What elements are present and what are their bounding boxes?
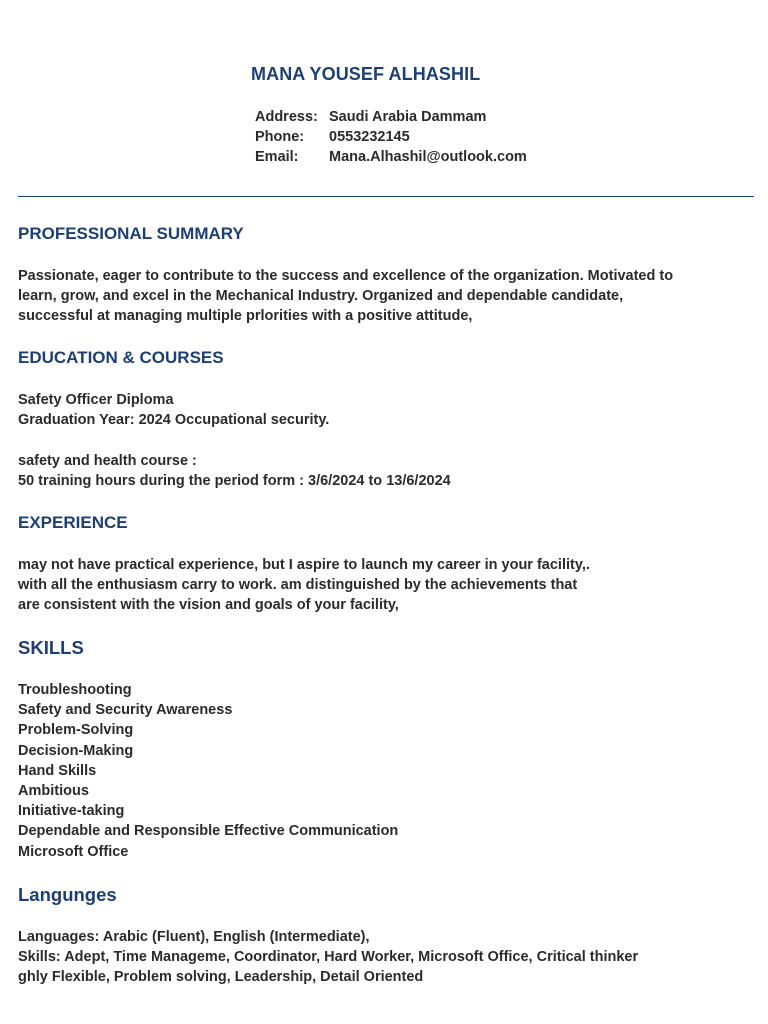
education-line: Safety Officer Diploma	[18, 392, 174, 408]
contact-email-value: Mana.Alhashil@outlook.com	[329, 149, 527, 165]
experience-text	[18, 555, 590, 616]
languages-text	[18, 927, 638, 988]
contact-phone	[255, 127, 527, 147]
experience-line: are consistent with the vision and goals of your facility,	[18, 597, 399, 614]
summary-line: Passionate, eager to contribute to the success and excellence of the organization. Motivated to	[18, 268, 674, 284]
skill-item: Decision-Making	[18, 742, 134, 759]
summary-text	[18, 266, 673, 327]
skill-item: Initiative-taking	[18, 803, 125, 820]
contact-phone-value: 0553232145	[329, 129, 410, 145]
candidate-name: MANA YOUSEF ALHASHIL	[251, 64, 481, 84]
contact-phone-label: Phone:	[255, 129, 305, 145]
education-line: safety and health course :	[18, 452, 197, 469]
education-heading: EDUCATION & COURSES	[18, 348, 224, 367]
contact-address-label: Address:	[255, 109, 318, 125]
skill-item: Problem-Solving	[18, 722, 134, 739]
experience-heading: EXPERIENCE	[18, 513, 128, 532]
education-text	[18, 390, 451, 491]
contact-address-value: Saudi Arabia Dammam	[329, 109, 487, 125]
languages-line: Languages: Arabic (Fluent), English (Intermediate),	[18, 929, 370, 945]
experience-line: may not have practical experience, but I aspire to launch my career in your facility,.	[18, 557, 590, 573]
skill-item: Microsoft Office	[18, 843, 129, 860]
summary-line: learn, grow, and excel in the Mechanical Industry. Organized and dependable candidate,	[18, 288, 624, 305]
skill-item: Troubleshooting	[18, 682, 132, 698]
contact-email-label: Email:	[255, 149, 299, 165]
languages-line: Skills: Adept, Time Manageme, Coordinator, Hard Worker, Microsoft Office, Critical thinker	[18, 949, 639, 966]
skills-heading: SKILLS	[18, 637, 84, 658]
skill-item: Safety and Security Awareness	[18, 702, 233, 719]
summary-line: successful at managing multiple prlorities with a positive attitude,	[18, 308, 473, 325]
contact-info	[255, 107, 527, 167]
skills-list	[18, 680, 398, 862]
skill-item: Dependable and Responsible Effective Communication	[18, 823, 399, 840]
languages-heading: Langunges	[18, 884, 117, 905]
experience-line: with all the enthusiasm carry to work. am distinguished by the achievements that	[18, 577, 578, 594]
education-spacer	[18, 430, 451, 450]
skill-item: Hand Skills	[18, 762, 97, 779]
contact-address	[255, 107, 527, 127]
skill-item: Ambitious	[18, 783, 89, 800]
summary-heading: PROFESSIONAL SUMMARY	[18, 224, 244, 243]
education-line: Graduation Year: 2024 Occupational security.	[18, 412, 330, 429]
header-divider	[18, 196, 754, 197]
education-line: 50 training hours during the period form : 3/6/2024 to 13/6/2024	[18, 472, 451, 489]
contact-email	[255, 147, 527, 167]
languages-line: ghly Flexible, Problem solving, Leadership, Detail Oriented	[18, 969, 424, 986]
